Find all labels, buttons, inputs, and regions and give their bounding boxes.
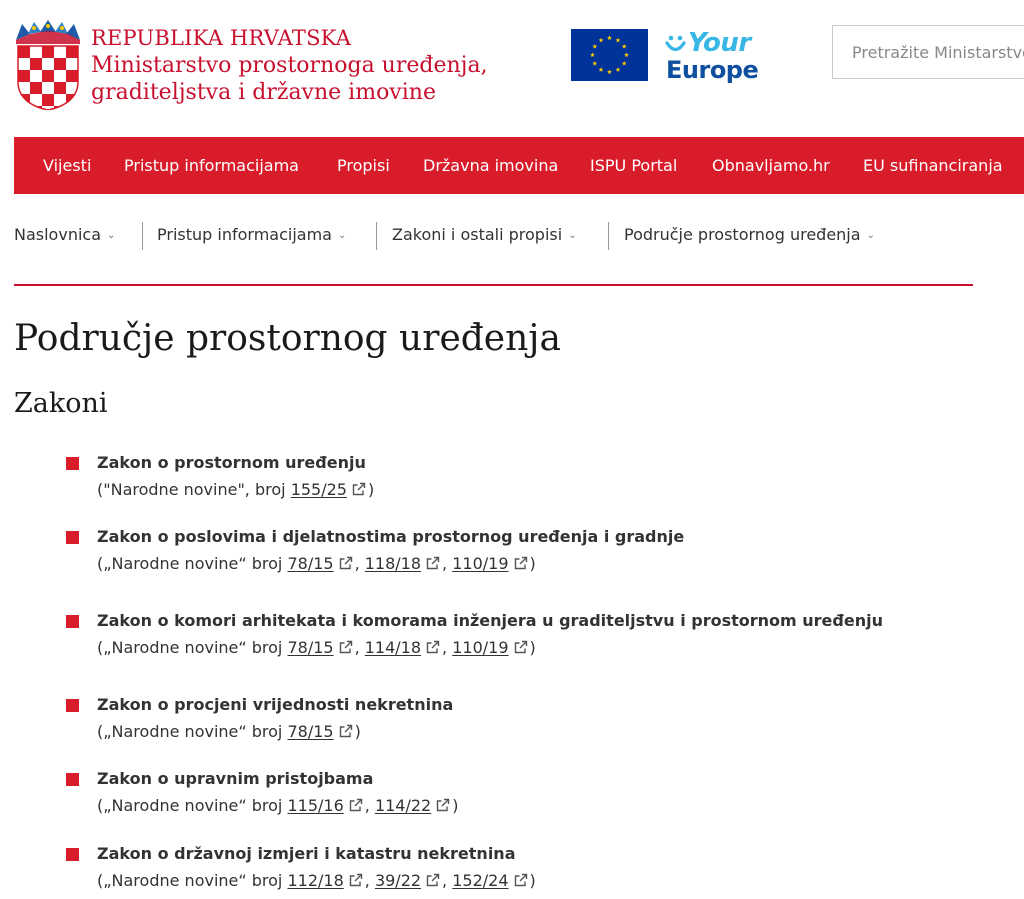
gazette-label: („Narodne novine“ broj <box>97 796 283 815</box>
breadcrumb-separator <box>608 222 609 250</box>
gazette-issue-link[interactable]: 78/15 <box>287 554 334 573</box>
external-link-icon <box>339 724 353 738</box>
breadcrumb <box>14 218 1024 252</box>
gazette-suffix: ) <box>529 638 536 657</box>
law-gazette-reference: („Narodne novine“ broj 78/15 , 118/18 , 110/19 ) <box>97 554 536 573</box>
breadcrumb-item-zakoni-i-ostali-propisi[interactable] <box>392 218 577 252</box>
nav-item-propisi[interactable]: Propisi <box>337 156 390 175</box>
external-link-icon <box>349 798 363 812</box>
law-title: Zakon o procjeni vrijednosti nekretnina <box>97 695 454 714</box>
breadcrumb-item-pristup-informacijama[interactable] <box>157 218 346 252</box>
law-title: Zakon o državnoj izmjeri i katastru nekretnina <box>97 844 516 863</box>
country-name: REPUBLIKA HRVATSKA <box>91 26 352 50</box>
gazette-issue-link[interactable]: 78/15 <box>287 638 334 657</box>
section-title-zakoni: Zakoni <box>14 388 108 419</box>
gazette-issue-link[interactable]: 112/18 <box>287 871 344 890</box>
square-bullet-icon <box>66 615 79 628</box>
eu-flag-icon[interactable] <box>571 29 648 81</box>
law-title: Zakon o komori arhitekata i komorama inženjera u graditeljstvu i prostornom uređenju <box>97 611 883 630</box>
gazette-suffix: ) <box>354 722 361 741</box>
external-link-icon <box>339 640 353 654</box>
your-europe-word2: Europe <box>666 56 759 84</box>
gazette-label: („Narodne novine“ broj <box>97 638 283 657</box>
breadcrumb-separator <box>142 222 143 250</box>
search-input[interactable] <box>833 26 1024 78</box>
breadcrumb-item-naslovnica[interactable] <box>14 218 115 252</box>
gazette-issue-link[interactable]: 118/18 <box>364 554 422 573</box>
your-europe-logo[interactable] <box>665 28 770 86</box>
external-link-icon <box>514 640 528 654</box>
gazette-label: („Narodne novine“ broj <box>97 722 283 741</box>
gazette-issue-link[interactable]: 115/16 <box>287 796 344 815</box>
square-bullet-icon <box>66 699 79 712</box>
section-divider <box>14 284 973 286</box>
law-gazette-reference: („Narodne novine“ broj 78/15 , 114/18 , 110/19 ) <box>97 638 536 657</box>
gazette-issue-link[interactable]: 110/19 <box>452 554 509 573</box>
gazette-issue-link[interactable]: 155/25 <box>290 480 347 499</box>
gazette-suffix: ) <box>452 796 459 815</box>
your-europe-word1: Your <box>688 28 751 58</box>
square-bullet-icon <box>66 848 79 861</box>
ministry-name-line2: graditeljstva i državne imovine <box>91 80 436 105</box>
nav-item-obnavljamo[interactable]: Obnavljamo.hr <box>712 156 830 175</box>
gazette-issue-link[interactable]: 39/22 <box>374 871 422 890</box>
external-link-icon <box>349 873 363 887</box>
gazette-label: ("Narodne novine", broj <box>97 480 286 499</box>
law-gazette-reference: („Narodne novine“ broj 112/18 , 39/22 , 152/24 ) <box>97 871 536 890</box>
gazette-issue-link[interactable]: 114/18 <box>364 638 422 657</box>
gazette-suffix: ) <box>529 554 536 573</box>
site-header <box>0 0 1024 137</box>
croatian-coat-of-arms-icon[interactable] <box>14 20 82 110</box>
gazette-label: („Narodne novine“ broj <box>97 554 283 573</box>
external-link-icon <box>352 482 366 496</box>
chevron-down-icon: ⌄ <box>568 230 577 241</box>
external-link-icon <box>426 556 440 570</box>
ministry-name[interactable] <box>91 25 488 106</box>
external-link-icon <box>436 798 450 812</box>
square-bullet-icon <box>66 773 79 786</box>
gazette-issue-link[interactable]: 78/15 <box>287 722 334 741</box>
breadcrumb-label: Područje prostornog uređenja <box>624 225 861 244</box>
external-link-icon <box>426 640 440 654</box>
nav-item-eu-sufinanciranja[interactable]: EU sufinanciranja <box>863 156 1003 175</box>
breadcrumb-label: Naslovnica <box>14 225 101 244</box>
law-title: Zakon o prostornom uređenju <box>97 453 366 472</box>
external-link-icon <box>426 873 440 887</box>
gazette-issue-link[interactable]: 110/19 <box>452 638 509 657</box>
external-link-icon <box>514 873 528 887</box>
breadcrumb-label: Pristup informacijama <box>157 225 332 244</box>
gazette-label: („Narodne novine“ broj <box>97 871 283 890</box>
law-title: Zakon o upravnim pristojbama <box>97 769 374 788</box>
nav-item-pristup-informacijama[interactable]: Pristup informacijama <box>124 156 299 175</box>
gazette-suffix: ) <box>367 480 375 499</box>
law-gazette-reference <box>97 477 374 503</box>
square-bullet-icon <box>66 531 79 544</box>
law-gazette-reference <box>97 719 361 745</box>
gazette-issue-link[interactable]: 114/22 <box>374 796 432 815</box>
square-bullet-icon <box>66 457 79 470</box>
external-link-icon <box>514 556 528 570</box>
breadcrumb-separator <box>376 222 377 250</box>
chevron-down-icon: ⌄ <box>866 230 875 241</box>
chevron-down-icon: ⌄ <box>337 230 347 241</box>
breadcrumb-item-podrucje-prostornog-uredenja[interactable] <box>624 218 875 252</box>
page-title: Područje prostornog uređenja <box>14 318 561 359</box>
ministry-name-line1: Ministarstvo prostornoga uređenja, <box>91 53 488 78</box>
law-title: Zakon o poslovima i djelatnostima prostornog uređenja i gradnje <box>97 527 685 546</box>
nav-item-vijesti[interactable]: Vijesti <box>43 156 92 175</box>
chevron-down-icon: ⌄ <box>107 230 116 241</box>
smile-icon <box>665 34 687 56</box>
breadcrumb-label: Zakoni i ostali propisi <box>392 225 563 244</box>
gazette-issue-link[interactable]: 152/24 <box>452 871 509 890</box>
main-navigation <box>14 137 1024 194</box>
external-link-icon <box>339 556 353 570</box>
nav-item-ispu-portal[interactable]: ISPU Portal <box>590 156 678 175</box>
law-gazette-reference: („Narodne novine“ broj 115/16 , 114/22 ) <box>97 796 459 815</box>
search-box[interactable] <box>832 25 1024 79</box>
gazette-suffix: ) <box>529 871 536 890</box>
nav-item-drzavna-imovina[interactable]: Državna imovina <box>423 156 559 175</box>
